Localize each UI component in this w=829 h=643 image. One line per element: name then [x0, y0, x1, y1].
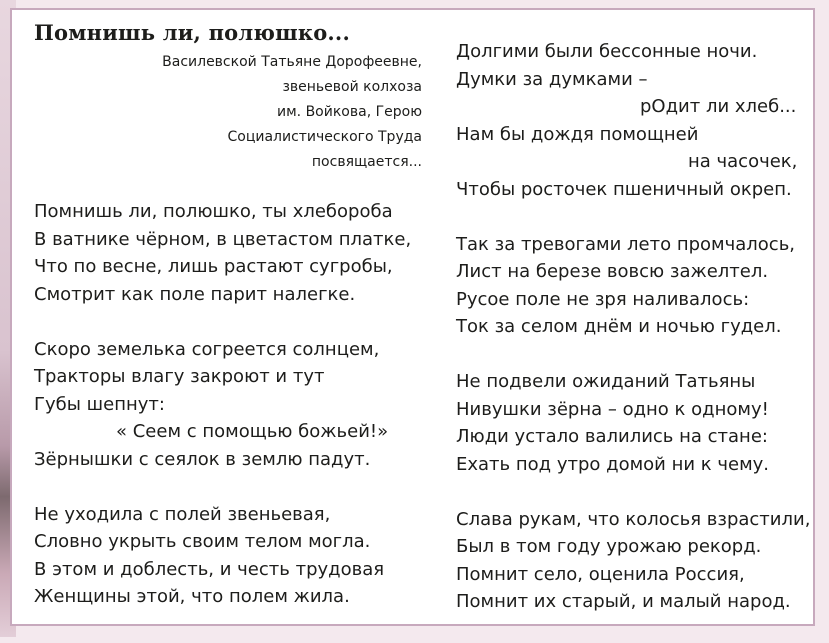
- verse-line: на часочек,: [688, 151, 798, 172]
- poem-column-left: [34, 198, 411, 638]
- verse-line: Думки за думками –: [456, 68, 648, 90]
- verse-line: Ехать под утро домой ни к чему.: [456, 453, 770, 475]
- dedication: [110, 50, 422, 175]
- poem-title: Помнишь ли, полюшко...: [34, 20, 350, 45]
- verse-line: Женщины этой, что полем жила.: [34, 586, 350, 607]
- verse-line: Смотрит как поле парит налегке.: [34, 283, 356, 305]
- verse-line: Зёрнышки с сеялок в землю падут.: [34, 448, 371, 470]
- verse-line: Лист на березе вовсю зажелтел.: [456, 261, 769, 282]
- verse-line: Что по весне, лишь растают сугробы,: [34, 256, 393, 277]
- verse-line: Не подвели ожиданий Татьяны: [456, 371, 756, 392]
- verse-line: Помнит село, оценила Россия,: [456, 563, 745, 585]
- verse-line: Долгими были бессонные ночи.: [456, 41, 758, 62]
- stanza: [456, 506, 810, 616]
- verse-line: Тракторы влагу закроют и тут: [34, 366, 325, 387]
- verse-line: Губы шепнут:: [34, 393, 165, 415]
- verse-line: Словно укрыть своим телом могла.: [34, 531, 371, 552]
- verse-line: Скоро земелька согреется солнцем,: [34, 338, 380, 360]
- verse-line: В этом и доблесть, и честь трудовая: [34, 558, 385, 580]
- verse-line: Помнит их старый, и малый народ.: [456, 591, 791, 612]
- stanza: [456, 38, 810, 203]
- verse-line: Чтобы росточек пшеничный окреп.: [456, 178, 792, 200]
- verse-line: Был в том году урожаю рекорд.: [456, 536, 762, 557]
- verse-line: Нивушки зёрна – одно к одному!: [456, 398, 769, 420]
- verse-line: Люди устало валились на стане:: [456, 426, 768, 447]
- dedication-line: звеньевой колхоза: [282, 79, 422, 95]
- dedication-line: посвящается...: [311, 154, 422, 170]
- dedication-line: Социалистического Труда: [227, 129, 422, 145]
- verse-line: Не уходила с полей звеньевая,: [34, 503, 331, 525]
- verse-line: рОдит ли хлеб...: [640, 96, 797, 117]
- verse-line: Так за тревогами лето промчалось,: [456, 233, 796, 255]
- stanza: [34, 501, 411, 611]
- stanza: [34, 336, 411, 474]
- verse-line: Нам бы дождя помощней: [456, 123, 699, 145]
- dedication-line: Василевской Татьяне Дорофеевне,: [162, 54, 422, 70]
- verse-line: « Сеем с помощью божьей!»: [116, 421, 389, 442]
- stanza: [456, 368, 810, 478]
- verse-line: В ватнике чёрном, в цветастом платке,: [34, 228, 412, 250]
- stanza: [34, 198, 411, 308]
- verse-line: Помнишь ли, полюшко, ты хлебороба: [34, 201, 393, 222]
- verse-line: Ток за селом днём и ночью гудел.: [456, 316, 782, 337]
- stanza: [456, 231, 810, 341]
- poem-column-right: [456, 38, 810, 643]
- dedication-line: им. Войкова, Герою: [277, 104, 422, 120]
- verse-line: Русое поле не зря наливалось:: [456, 288, 750, 310]
- verse-line: Слава рукам, что колосья взрастили,: [456, 508, 811, 530]
